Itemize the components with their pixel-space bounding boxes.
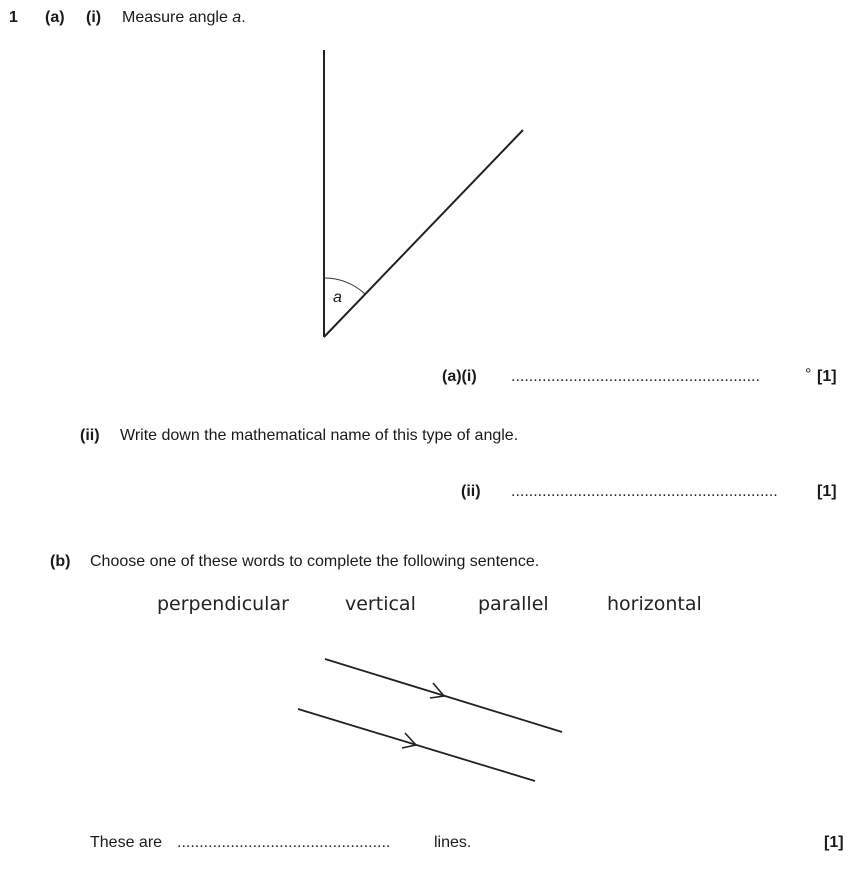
word-option-vertical: vertical (345, 593, 416, 615)
answer-field-b[interactable]: ................................................ (177, 834, 391, 851)
marks-a-i: [1] (817, 368, 837, 385)
diagonal-ray (324, 130, 523, 337)
arrow-icon (430, 683, 444, 698)
answer-label-a-i: (a)(i) (442, 368, 477, 385)
sentence-prefix: These are (90, 834, 163, 851)
sub-i-label: (i) (86, 9, 102, 26)
answer-field-ii[interactable]: ............................................................ (511, 483, 778, 500)
sub-ii-label: (ii) (80, 427, 100, 444)
sub-ii-prompt: Write down the mathematical name of this type of angle. (120, 427, 519, 444)
question-number: 1 (9, 9, 18, 26)
prompt-text: Measure angle (122, 9, 233, 26)
angle-label-a: a (333, 289, 342, 306)
marks-ii: [1] (817, 483, 837, 500)
part-b-label: (b) (50, 553, 71, 570)
sentence-suffix: lines. (434, 834, 472, 851)
prompt-punctuation: . (241, 9, 246, 26)
word-option-parallel: parallel (478, 593, 549, 615)
word-option-perpendicular: perpendicular (157, 593, 289, 615)
part-a-label: (a) (45, 9, 65, 26)
marks-b: [1] (824, 834, 844, 851)
angle-variable: a (232, 9, 242, 26)
word-option-horizontal: horizontal (607, 593, 702, 615)
angle-arc (324, 278, 365, 294)
part-b-prompt: Choose one of these words to complete the following sentence. (90, 553, 540, 570)
degree-symbol: ° (805, 366, 812, 383)
answer-field-a-i[interactable]: ........................................................ (511, 368, 760, 385)
answer-label-ii: (ii) (461, 483, 481, 500)
